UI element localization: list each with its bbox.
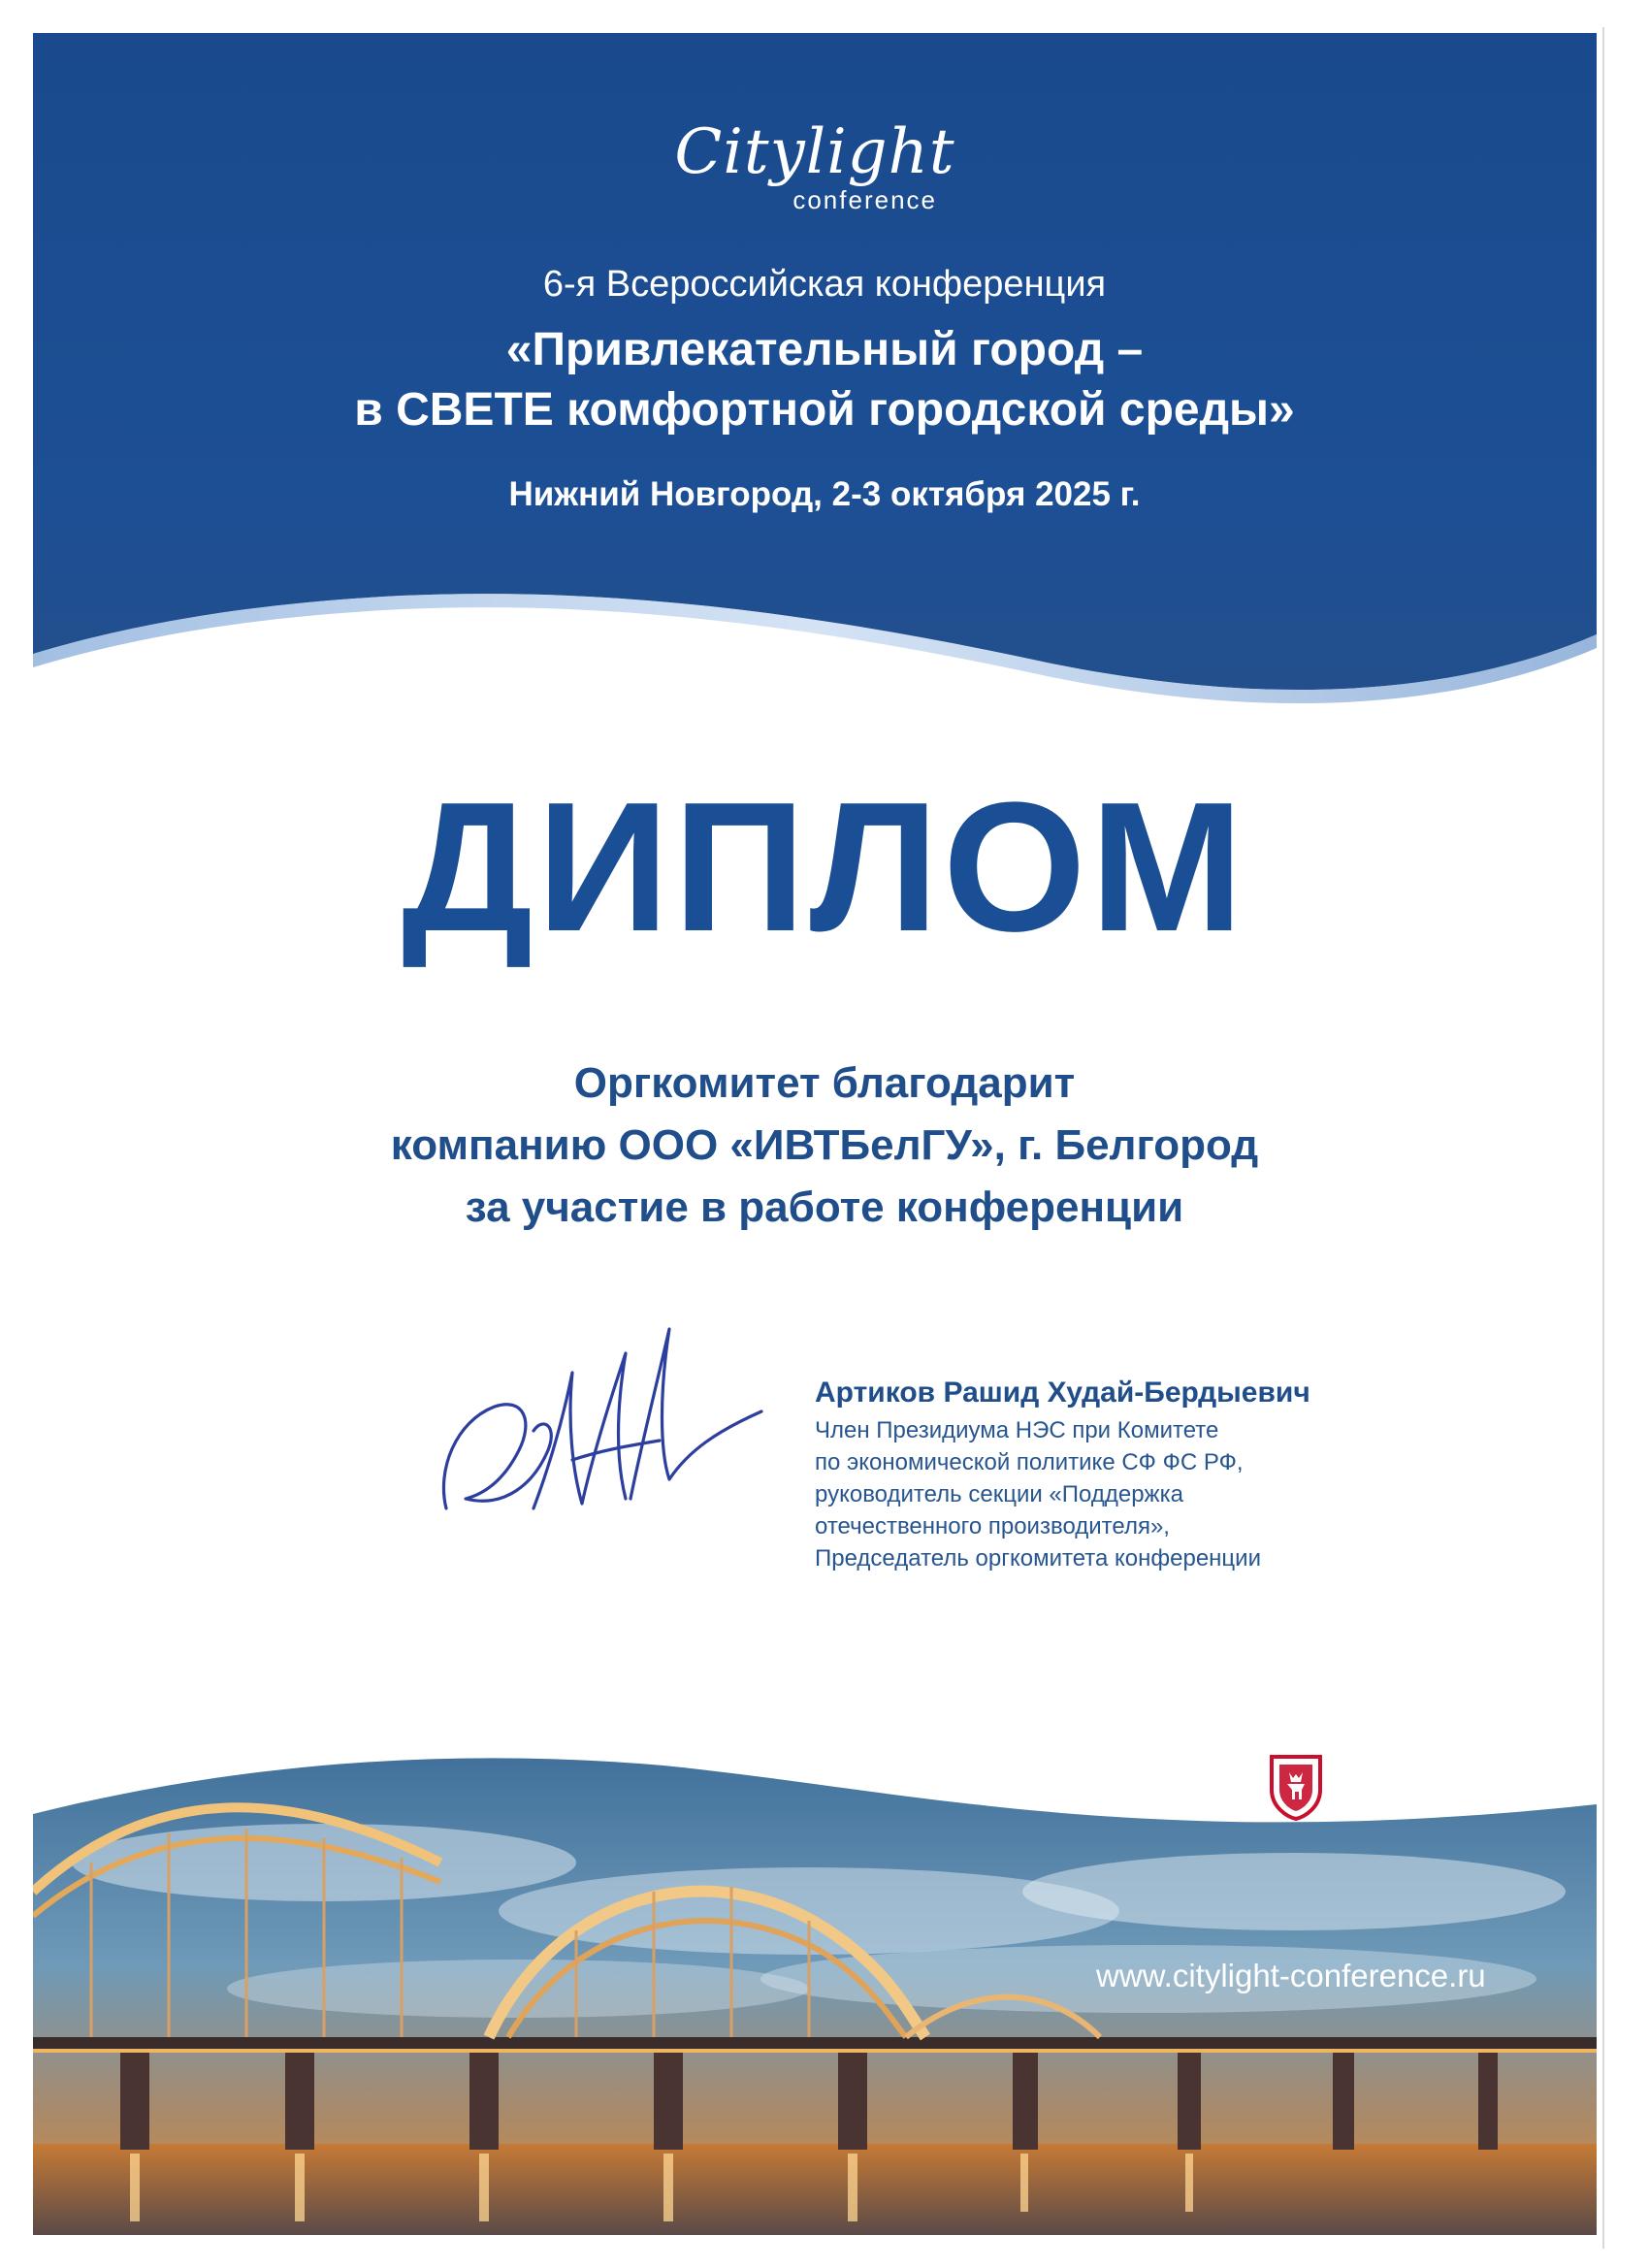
signer-position-line: по экономической политике СФ ФС РФ, bbox=[815, 1449, 1244, 1476]
handwritten-signature bbox=[427, 1314, 776, 1567]
citylight-logo bbox=[669, 116, 960, 215]
conference-title-line2: в СВЕТЕ комфортной городской среды» bbox=[354, 384, 1295, 437]
conference-place-date: Нижний Новгород, 2-3 октября 2025 г. bbox=[508, 475, 1141, 513]
thanks-line3: за участие в работе конференции bbox=[465, 1183, 1184, 1231]
conference-title-line1: «Привлекательный город – bbox=[505, 324, 1144, 375]
thanks-line2: компанию ООО «ИВТБелГУ», г. Белгород bbox=[390, 1120, 1259, 1169]
signer-position-line: отечественного производителя», bbox=[815, 1513, 1170, 1540]
signer-name: Артиков Рашид Худай-Бердыевич bbox=[815, 1377, 1310, 1409]
thanks-text bbox=[0, 1053, 1649, 1238]
conference-number: 6-я Всероссийская конференция bbox=[542, 264, 1107, 305]
diploma-title: ДИПЛОМ bbox=[402, 764, 1247, 970]
logo-name: Citylight bbox=[674, 116, 955, 188]
signer-position-line: Председатель оргкомитета конференции bbox=[815, 1545, 1261, 1572]
signer-position-line: руководитель секции «Поддержка bbox=[815, 1481, 1183, 1508]
signer-position-line: Член Президиума НЭС при Комитете bbox=[815, 1417, 1219, 1443]
conference-title bbox=[0, 320, 1649, 441]
thanks-line1: Оргкомитет благодарит bbox=[573, 1059, 1076, 1107]
website-url: www.citylight-conference.ru bbox=[1096, 1958, 1486, 1993]
logo-sub: conference bbox=[792, 185, 937, 214]
signer-block bbox=[815, 1376, 1358, 1575]
